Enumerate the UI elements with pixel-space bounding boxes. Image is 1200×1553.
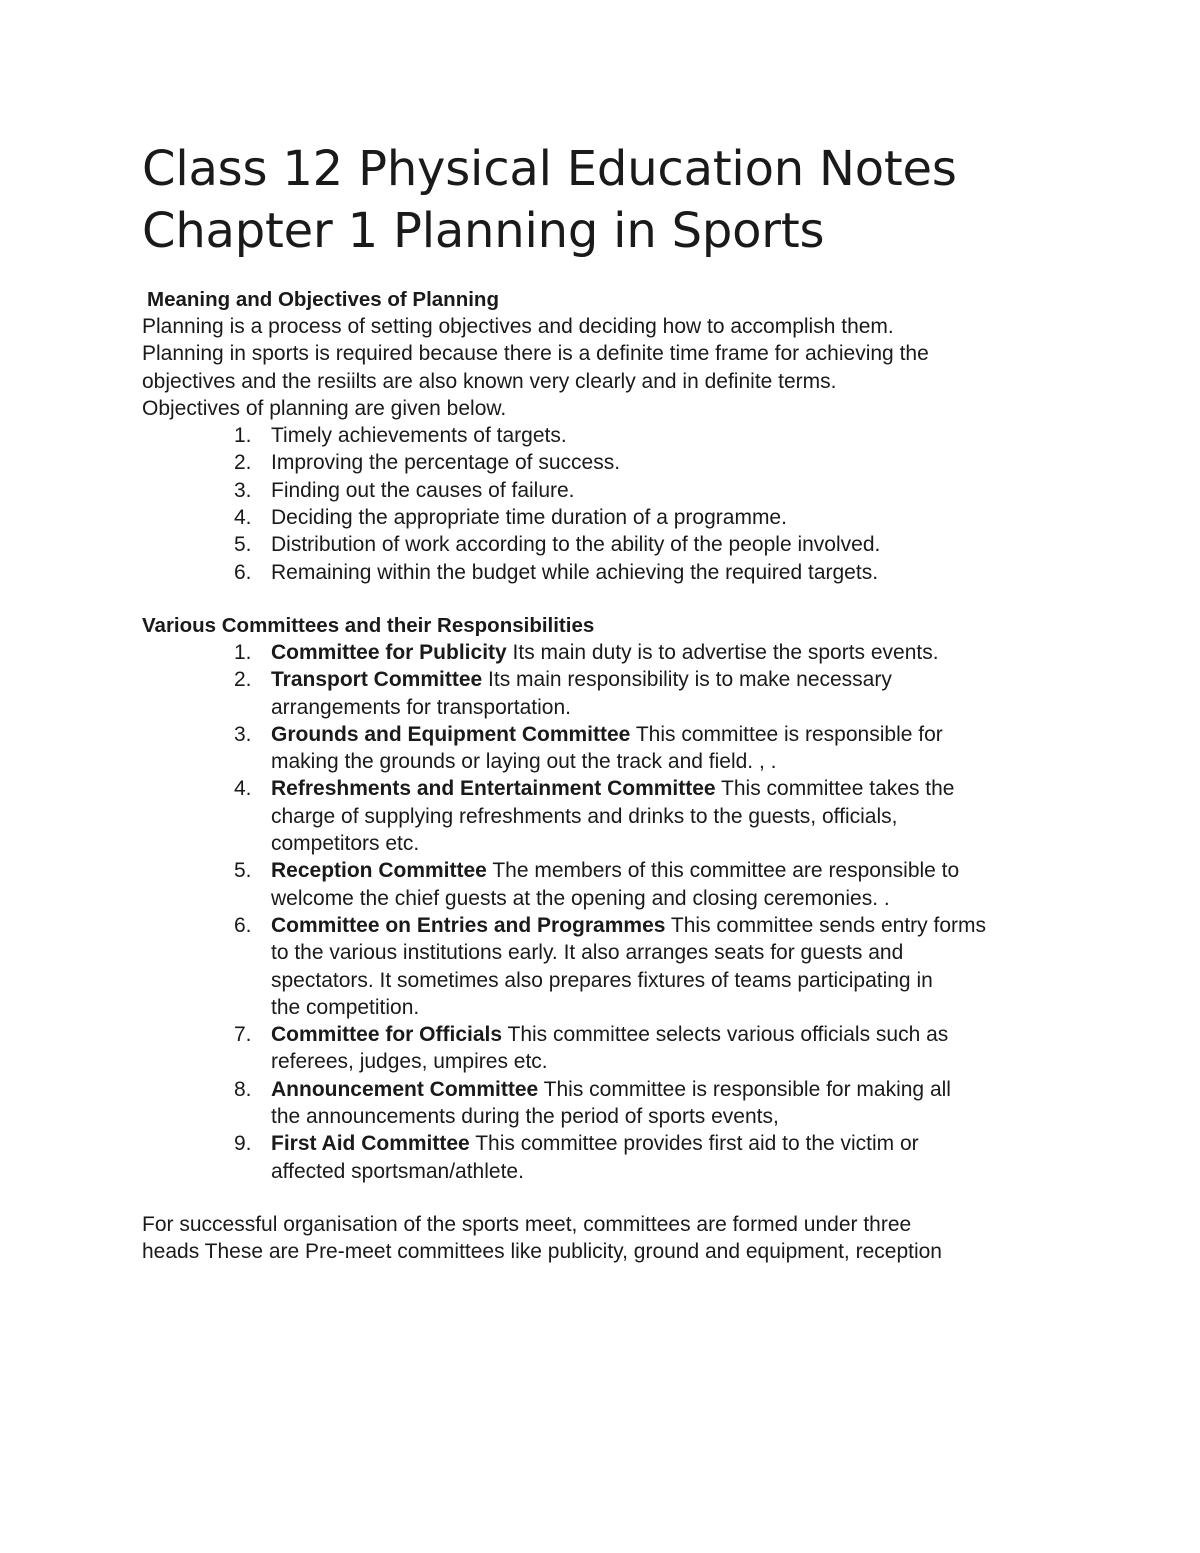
list-item-text: Improving the percentage of success. bbox=[271, 451, 621, 475]
list-item bbox=[142, 531, 1072, 558]
list-number: 3. bbox=[234, 722, 252, 746]
list-item bbox=[142, 721, 1072, 776]
closing-paragraph bbox=[142, 1211, 1072, 1266]
committee-description: to the various institutions early. It also arranges seats for guests and bbox=[271, 941, 904, 965]
list-number: 3. bbox=[234, 478, 252, 502]
committee-description: the announcements during the period of sports events, bbox=[271, 1105, 779, 1129]
paragraph-line: Objectives of planning are given below. bbox=[142, 396, 507, 420]
list-number: 4. bbox=[234, 506, 252, 530]
objectives-list bbox=[142, 422, 1072, 586]
list-number: 4. bbox=[234, 777, 252, 801]
paragraph-line: Planning in sports is required because there is a definite time frame for achieving the bbox=[142, 342, 929, 366]
list-item bbox=[142, 1021, 1072, 1076]
list-item-text: Distribution of work according to the ability of the people involved. bbox=[271, 533, 881, 557]
committee-name: Committee for Publicity bbox=[271, 640, 507, 664]
planning-paragraph bbox=[142, 313, 1072, 422]
committee-description: This committee selects various officials such as bbox=[502, 1023, 949, 1047]
committees-list bbox=[142, 639, 1072, 1185]
list-item-text: Deciding the appropriate time duration of a programme. bbox=[271, 506, 787, 530]
committee-description: Its main duty is to advertise the sports events. bbox=[506, 640, 939, 664]
list-item bbox=[142, 559, 1072, 586]
committee-name: Committee on Entries and Programmes bbox=[271, 913, 666, 937]
committee-description: making the grounds or laying out the track and field. , . bbox=[271, 750, 777, 774]
list-number: 9. bbox=[234, 1132, 252, 1156]
document-page bbox=[142, 138, 1072, 1266]
committee-name: Announcement Committee bbox=[271, 1077, 539, 1101]
committee-description: referees, judges, umpires etc. bbox=[271, 1050, 548, 1074]
committee-description: competitors etc. bbox=[271, 832, 420, 856]
title-line-2: Chapter 1 Planning in Sports bbox=[142, 203, 825, 259]
paragraph-line: objectives and the resiilts are also known very clearly and in definite terms. bbox=[142, 369, 837, 393]
committee-description: charge of supplying refreshments and drinks to the guests, officials, bbox=[271, 804, 898, 828]
committee-name: Transport Committee bbox=[271, 668, 483, 692]
list-number: 2. bbox=[234, 451, 252, 475]
committee-name: Committee for Officials bbox=[271, 1023, 503, 1047]
committee-description: spectators. It sometimes also prepares fixtures of teams participating in bbox=[271, 968, 933, 992]
committee-name: First Aid Committee bbox=[271, 1132, 470, 1156]
list-number: 5. bbox=[234, 859, 252, 883]
list-number: 1. bbox=[234, 424, 252, 448]
paragraph-line: heads These are Pre-meet committees like publicity, ground and equipment, reception bbox=[142, 1240, 942, 1264]
list-number: 7. bbox=[234, 1023, 252, 1047]
list-item bbox=[142, 1130, 1072, 1185]
committee-description: The members of this committee are responsible to bbox=[486, 859, 960, 883]
list-number: 6. bbox=[234, 560, 252, 584]
committee-description: arrangements for transportation. bbox=[271, 695, 571, 719]
list-item-text: Remaining within the budget while achieving the required targets. bbox=[271, 560, 879, 584]
list-item bbox=[142, 449, 1072, 476]
list-item bbox=[142, 477, 1072, 504]
committee-name: Reception Committee bbox=[271, 859, 487, 883]
committee-description: Its main responsibility is to make necessary bbox=[482, 668, 892, 692]
list-item bbox=[142, 666, 1072, 721]
committee-description: This committee takes the bbox=[715, 777, 955, 801]
committee-description: affected sportsman/athlete. bbox=[271, 1159, 524, 1183]
section-heading-committees: Various Committees and their Responsibilities bbox=[142, 613, 595, 637]
list-number: 8. bbox=[234, 1077, 252, 1101]
section-heading-planning: Meaning and Objectives of Planning bbox=[147, 288, 499, 311]
list-item bbox=[142, 504, 1072, 531]
committee-description: welcome the chief guests at the opening and closing ceremonies. . bbox=[271, 886, 890, 910]
list-item bbox=[142, 1076, 1072, 1131]
committee-description: This committee is responsible for making all bbox=[538, 1077, 951, 1101]
list-number: 6. bbox=[234, 913, 252, 937]
page-title bbox=[142, 138, 1072, 262]
committee-name: Grounds and Equipment Committee bbox=[271, 722, 631, 746]
committee-description: This committee provides first aid to the victim or bbox=[469, 1132, 919, 1156]
committee-description: This committee is responsible for bbox=[630, 722, 943, 746]
list-item bbox=[142, 857, 1072, 912]
list-item-text: Finding out the causes of failure. bbox=[271, 478, 575, 502]
paragraph-line: Planning is a process of setting objectives and deciding how to accomplish them. bbox=[142, 315, 894, 338]
committee-description: the competition. bbox=[271, 995, 420, 1019]
list-item bbox=[142, 422, 1072, 449]
paragraph-line: For successful organisation of the sports meet, committees are formed under three bbox=[142, 1212, 912, 1236]
list-item-text: Timely achievements of targets. bbox=[271, 424, 567, 448]
committee-description: This committee sends entry forms bbox=[665, 913, 986, 937]
title-line-1: Class 12 Physical Education Notes bbox=[142, 141, 957, 197]
list-item bbox=[142, 775, 1072, 857]
list-item bbox=[142, 912, 1072, 1021]
list-number: 2. bbox=[234, 668, 252, 692]
list-number: 1. bbox=[234, 640, 252, 664]
list-number: 5. bbox=[234, 533, 252, 557]
committee-name: Refreshments and Entertainment Committee bbox=[271, 777, 716, 801]
list-item bbox=[142, 639, 1072, 666]
